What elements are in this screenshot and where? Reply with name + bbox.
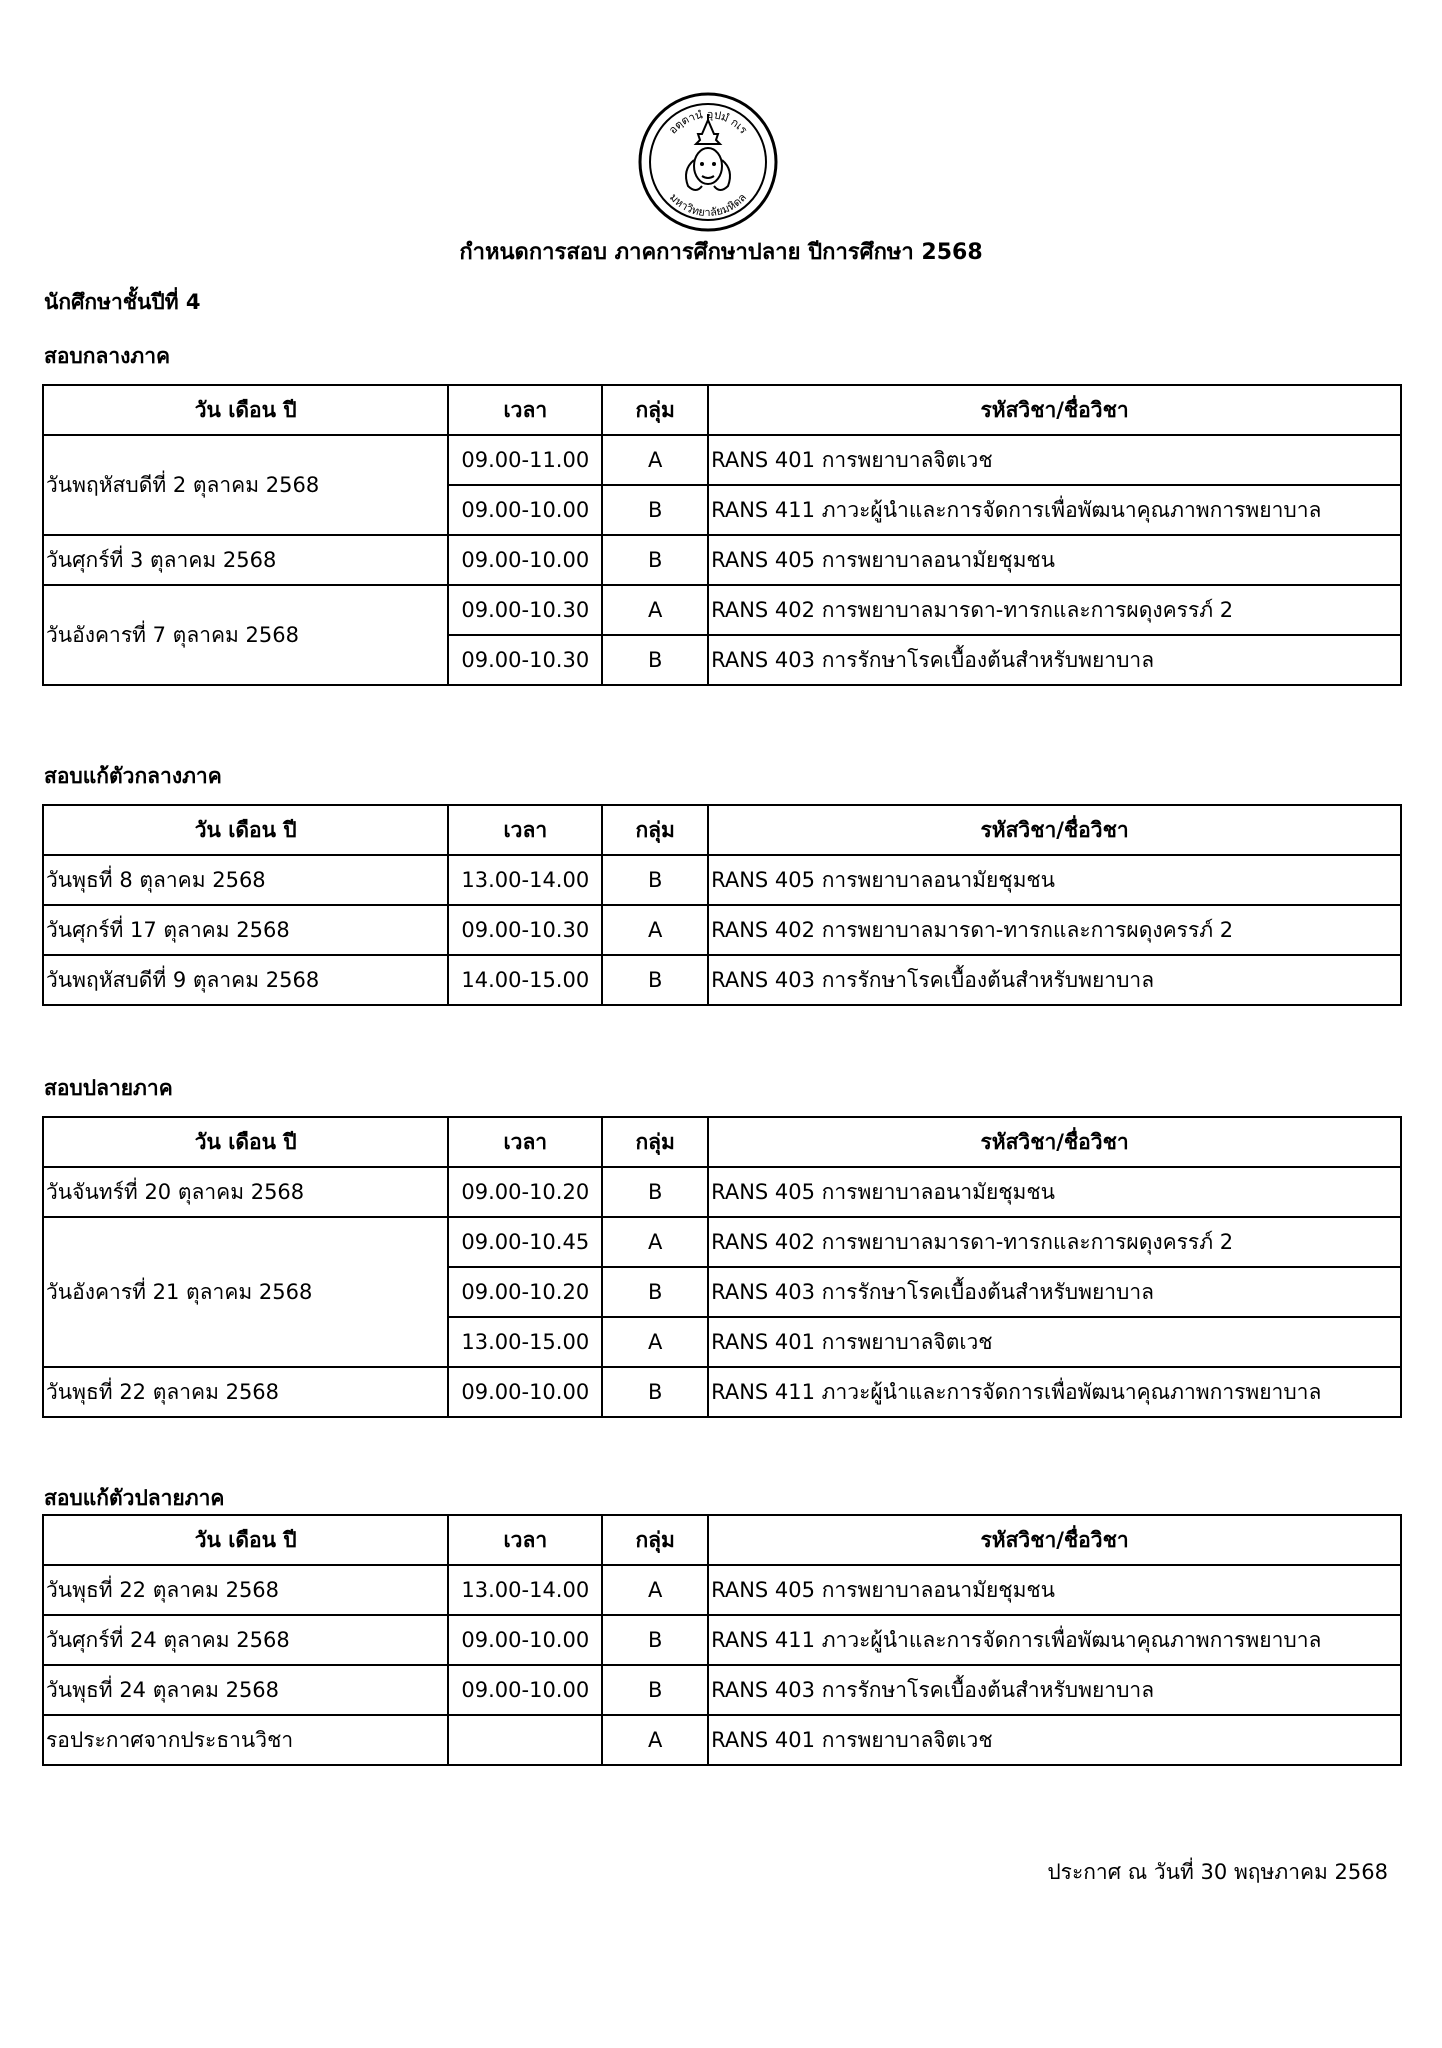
- table-row: [43, 1665, 1401, 1715]
- header-time: เวลา: [448, 1117, 602, 1167]
- table-row: [43, 585, 1401, 635]
- exam-time: 13.00-14.00: [448, 1565, 602, 1615]
- exam-date: วันพุธที่ 22 ตุลาคม 2568: [43, 1367, 448, 1417]
- exam-group: B: [602, 1615, 708, 1665]
- table-row: [43, 1715, 1401, 1765]
- exam-time: 09.00-10.00: [448, 1615, 602, 1665]
- header-date: วัน เดือน ปี: [43, 1515, 448, 1565]
- exam-time: 09.00-10.20: [448, 1167, 602, 1217]
- exam-group: B: [602, 485, 708, 535]
- exam-table-midterm: [42, 384, 1402, 686]
- student-year-heading: นักศึกษาชั้นปีที่ 4: [44, 290, 201, 314]
- exam-time: 09.00-11.00: [448, 435, 602, 485]
- exam-table-final: [42, 1116, 1402, 1418]
- exam-time: 09.00-10.00: [448, 485, 602, 535]
- header-date: วัน เดือน ปี: [43, 385, 448, 435]
- section-title-final: สอบปลายภาค: [44, 1076, 173, 1100]
- exam-group: A: [602, 435, 708, 485]
- section-title-final-retake: สอบแก้ตัวปลายภาค: [44, 1486, 225, 1510]
- exam-date: วันศุกร์ที่ 24 ตุลาคม 2568: [43, 1615, 448, 1665]
- table-header-row: [43, 1117, 1401, 1167]
- exam-date: วันพฤหัสบดีที่ 2 ตุลาคม 2568: [43, 435, 448, 535]
- exam-date: วันอังคารที่ 7 ตุลาคม 2568: [43, 585, 448, 685]
- table-row: [43, 1167, 1401, 1217]
- exam-group: A: [602, 585, 708, 635]
- exam-course: RANS 401 การพยาบาลจิตเวช: [708, 1715, 1401, 1765]
- table-row: [43, 535, 1401, 585]
- exam-date: วันอังคารที่ 21 ตุลาคม 2568: [43, 1217, 448, 1367]
- header-date: วัน เดือน ปี: [43, 805, 448, 855]
- seal-text-bottom: มหาวิทยาลัยมหิดล: [666, 190, 750, 220]
- seal-text-top: อตฺตานํ อุปมํ กเร: [666, 107, 750, 137]
- exam-course: RANS 401 การพยาบาลจิตเวช: [708, 1317, 1401, 1367]
- exam-course: RANS 405 การพยาบาลอนามัยชุมชน: [708, 535, 1401, 585]
- header-date: วัน เดือน ปี: [43, 1117, 448, 1167]
- exam-table-midterm-retake: [42, 804, 1402, 1006]
- exam-group: B: [602, 535, 708, 585]
- exam-course: RANS 403 การรักษาโรคเบื้องต้นสำหรับพยาบาล: [708, 1665, 1401, 1715]
- table-row: [43, 1565, 1401, 1615]
- announcement-date: ประกาศ ณ วันที่ 30 พฤษภาคม 2568: [1047, 1860, 1388, 1884]
- university-seal-icon: [636, 90, 780, 234]
- exam-time: [448, 1715, 602, 1765]
- exam-group: A: [602, 905, 708, 955]
- table-row: [43, 955, 1401, 1005]
- exam-group: A: [602, 1317, 708, 1367]
- table-row: [43, 435, 1401, 485]
- exam-time: 09.00-10.30: [448, 585, 602, 635]
- exam-group: A: [602, 1217, 708, 1267]
- exam-time: 09.00-10.30: [448, 635, 602, 685]
- exam-group: B: [602, 1367, 708, 1417]
- exam-group: B: [602, 635, 708, 685]
- table-header-row: [43, 1515, 1401, 1565]
- exam-date: วันพุธที่ 24 ตุลาคม 2568: [43, 1665, 448, 1715]
- exam-date: รอประกาศจากประธานวิชา: [43, 1715, 448, 1765]
- exam-course: RANS 411 ภาวะผู้นำและการจัดการเพื่อพัฒนาคุณภาพการพยาบาล: [708, 485, 1401, 535]
- exam-course: RANS 402 การพยาบาลมารดา-ทารกและการผดุงครรภ์ 2: [708, 1217, 1401, 1267]
- exam-course: RANS 411 ภาวะผู้นำและการจัดการเพื่อพัฒนาคุณภาพการพยาบาล: [708, 1367, 1401, 1417]
- header-course: รหัสวิชา/ชื่อวิชา: [708, 385, 1401, 435]
- header-group: กลุ่ม: [602, 1515, 708, 1565]
- exam-course: RANS 405 การพยาบาลอนามัยชุมชน: [708, 1167, 1401, 1217]
- exam-group: B: [602, 1167, 708, 1217]
- exam-time: 09.00-10.30: [448, 905, 602, 955]
- exam-course: RANS 411 ภาวะผู้นำและการจัดการเพื่อพัฒนาคุณภาพการพยาบาล: [708, 1615, 1401, 1665]
- table-row: [43, 905, 1401, 955]
- table-header-row: [43, 805, 1401, 855]
- section-title-midterm: สอบกลางภาค: [44, 344, 171, 368]
- exam-date: วันจันทร์ที่ 20 ตุลาคม 2568: [43, 1167, 448, 1217]
- exam-group: B: [602, 1267, 708, 1317]
- exam-group: B: [602, 955, 708, 1005]
- exam-date: วันพุธที่ 22 ตุลาคม 2568: [43, 1565, 448, 1615]
- document-title: กำหนดการสอบ ภาคการศึกษาปลาย ปีการศึกษา 2568: [459, 240, 983, 265]
- exam-course: RANS 401 การพยาบาลจิตเวช: [708, 435, 1401, 485]
- exam-time: 09.00-10.00: [448, 1367, 602, 1417]
- exam-date: วันศุกร์ที่ 17 ตุลาคม 2568: [43, 905, 448, 955]
- header-group: กลุ่ม: [602, 1117, 708, 1167]
- exam-course: RANS 402 การพยาบาลมารดา-ทารกและการผดุงครรภ์ 2: [708, 585, 1401, 635]
- section-title-midterm-retake: สอบแก้ตัวกลางภาค: [44, 764, 222, 788]
- exam-group: B: [602, 1665, 708, 1715]
- exam-course: RANS 402 การพยาบาลมารดา-ทารกและการผดุงครรภ์ 2: [708, 905, 1401, 955]
- exam-group: A: [602, 1715, 708, 1765]
- header-course: รหัสวิชา/ชื่อวิชา: [708, 1117, 1401, 1167]
- exam-table-final-retake: [42, 1514, 1402, 1766]
- exam-time: 13.00-14.00: [448, 855, 602, 905]
- header-course: รหัสวิชา/ชื่อวิชา: [708, 1515, 1401, 1565]
- table-header-row: [43, 385, 1401, 435]
- svg-text:มหาวิทยาลัยมหิดล: [667, 191, 749, 219]
- exam-group: B: [602, 855, 708, 905]
- exam-date: วันศุกร์ที่ 3 ตุลาคม 2568: [43, 535, 448, 585]
- table-row: [43, 1217, 1401, 1267]
- exam-course: RANS 405 การพยาบาลอนามัยชุมชน: [708, 1565, 1401, 1615]
- exam-course: RANS 403 การรักษาโรคเบื้องต้นสำหรับพยาบาล: [708, 635, 1401, 685]
- table-row: [43, 855, 1401, 905]
- table-row: [43, 1367, 1401, 1417]
- exam-date: วันพุธที่ 8 ตุลาคม 2568: [43, 855, 448, 905]
- exam-course: RANS 405 การพยาบาลอนามัยชุมชน: [708, 855, 1401, 905]
- exam-time: 09.00-10.45: [448, 1217, 602, 1267]
- exam-time: 09.00-10.00: [448, 535, 602, 585]
- exam-course: RANS 403 การรักษาโรคเบื้องต้นสำหรับพยาบาล: [708, 1267, 1401, 1317]
- header-course: รหัสวิชา/ชื่อวิชา: [708, 805, 1401, 855]
- exam-time: 13.00-15.00: [448, 1317, 602, 1367]
- header-group: กลุ่ม: [602, 385, 708, 435]
- exam-group: A: [602, 1565, 708, 1615]
- exam-time: 09.00-10.20: [448, 1267, 602, 1317]
- header-time: เวลา: [448, 1515, 602, 1565]
- header-time: เวลา: [448, 385, 602, 435]
- header-group: กลุ่ม: [602, 805, 708, 855]
- header-time: เวลา: [448, 805, 602, 855]
- exam-course: RANS 403 การรักษาโรคเบื้องต้นสำหรับพยาบาล: [708, 955, 1401, 1005]
- exam-time: 14.00-15.00: [448, 955, 602, 1005]
- table-row: [43, 1615, 1401, 1665]
- exam-time: 09.00-10.00: [448, 1665, 602, 1715]
- exam-date: วันพฤหัสบดีที่ 9 ตุลาคม 2568: [43, 955, 448, 1005]
